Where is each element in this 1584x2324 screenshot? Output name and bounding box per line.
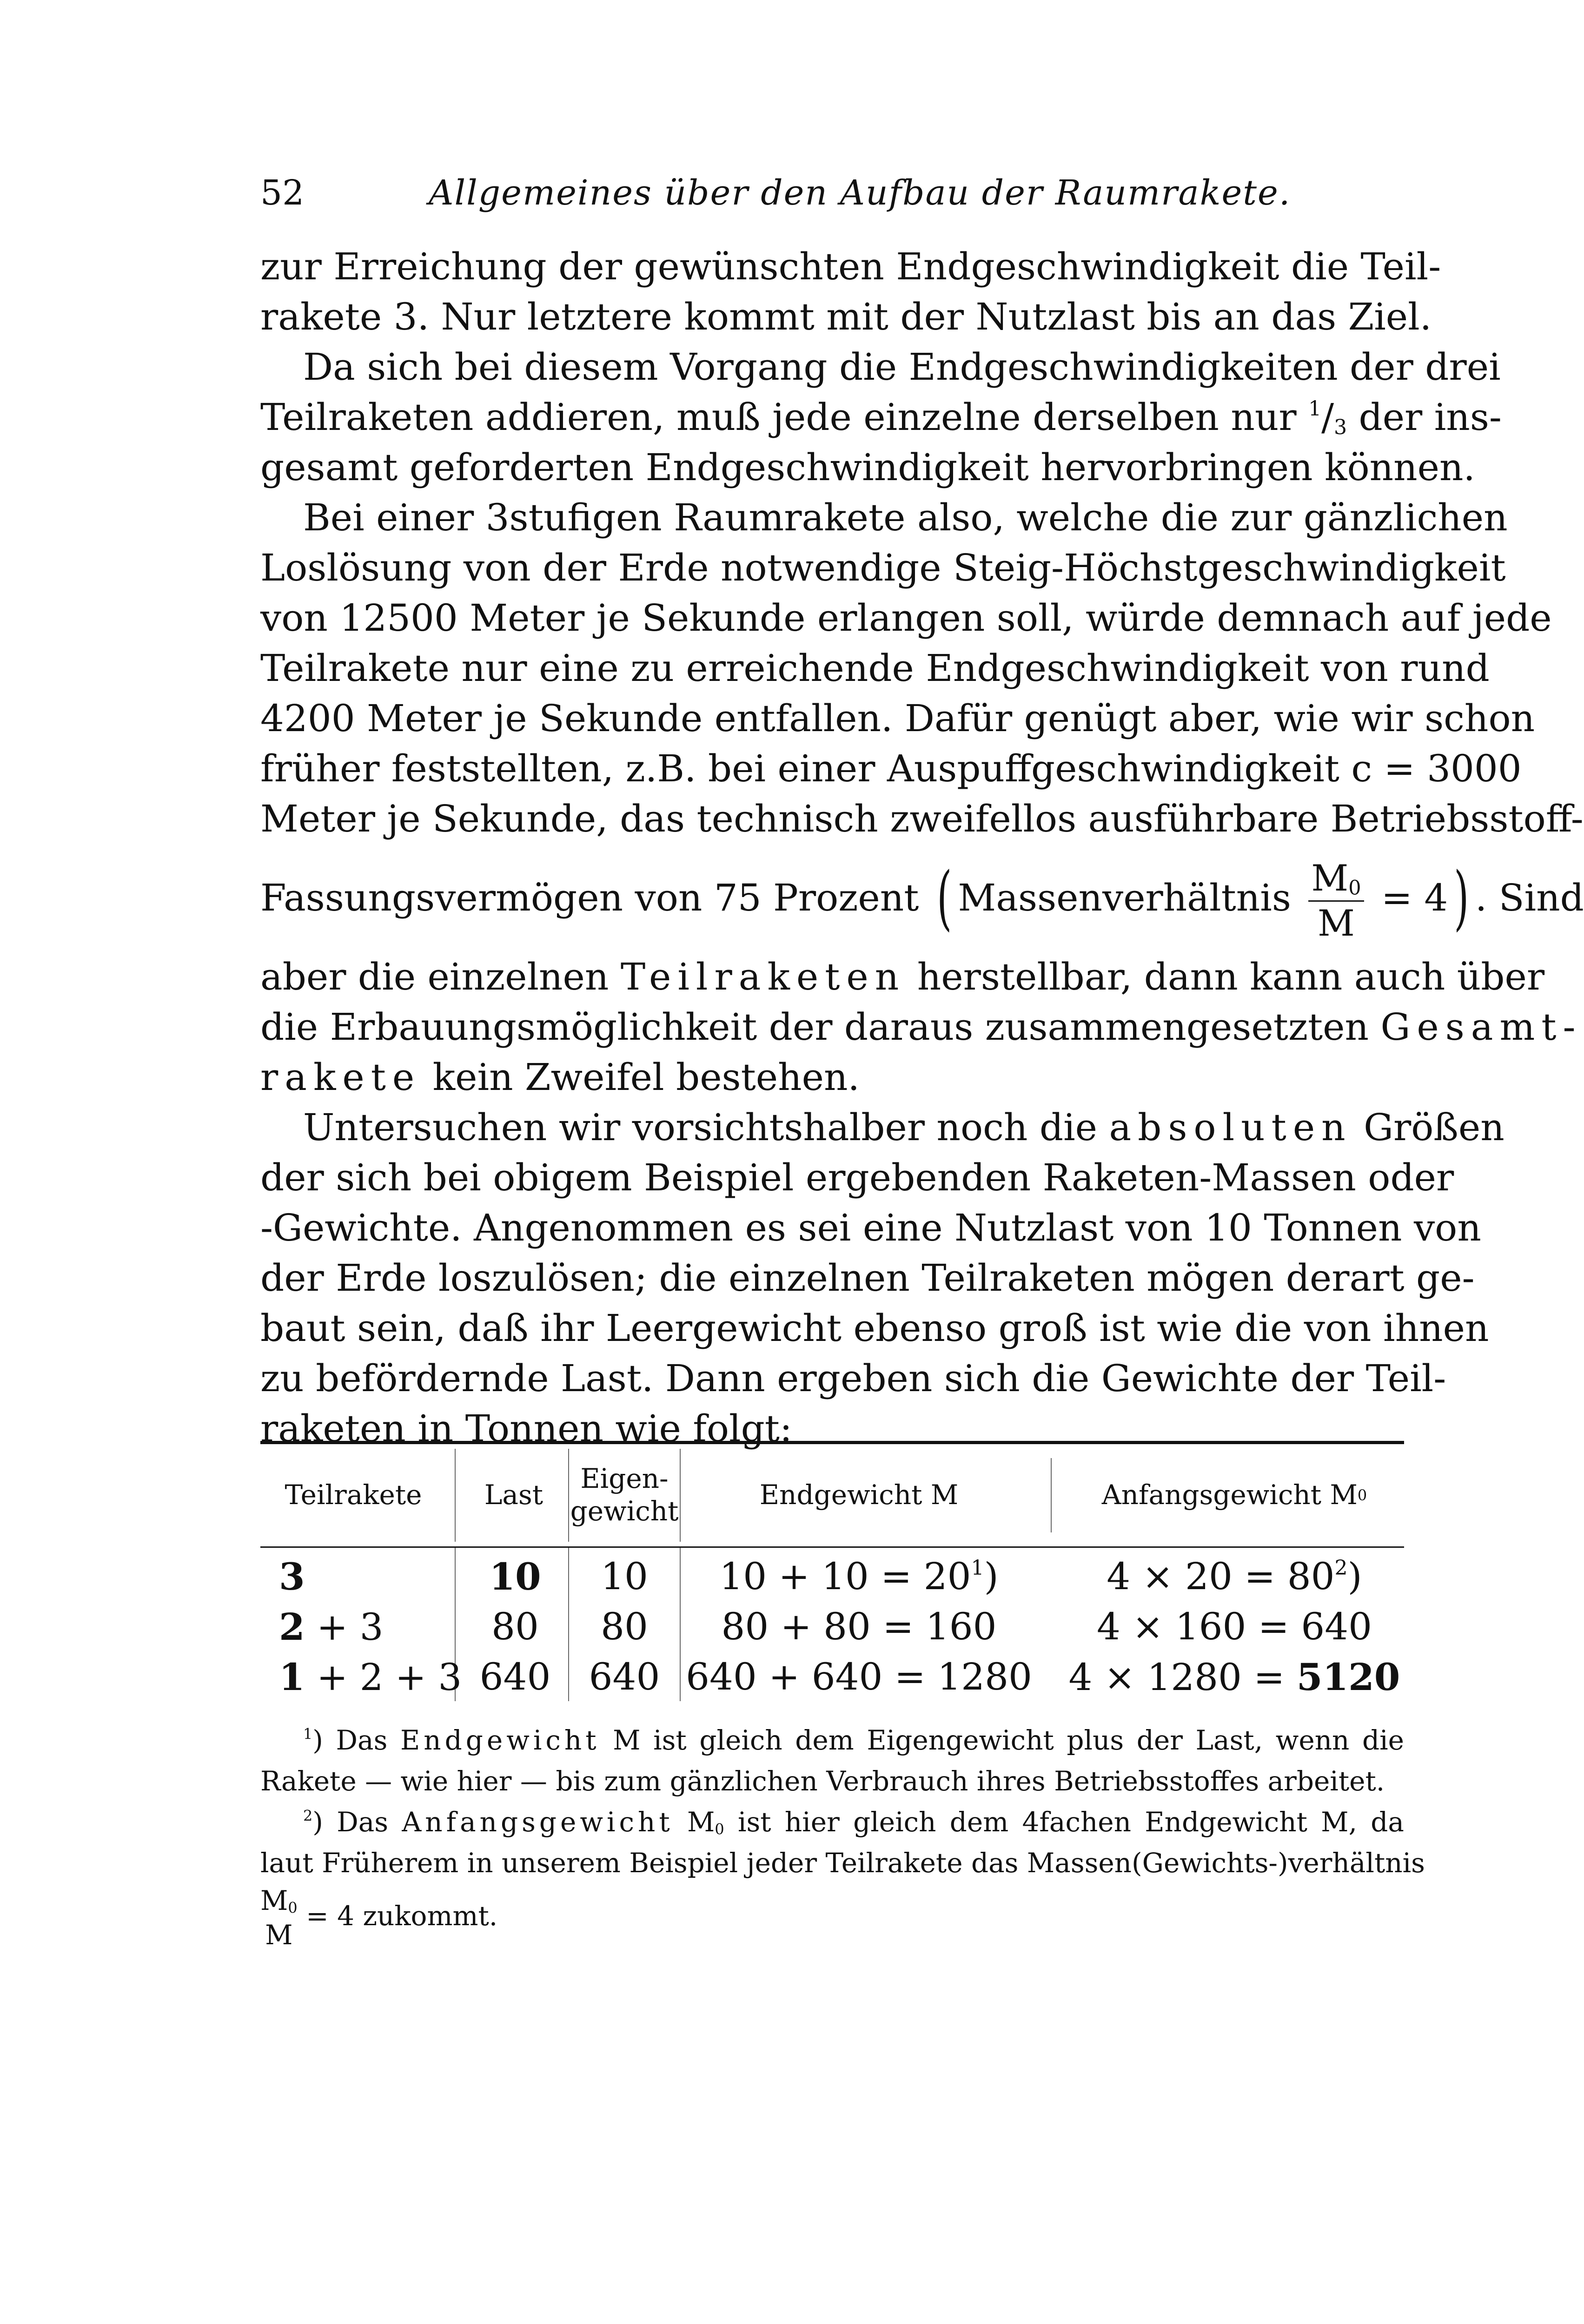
text-line — [260, 1052, 1404, 1103]
spaced-emphasis: Endgewicht — [400, 1724, 600, 1756]
text-line: Teilrakete nur eine zu erreichende Endgeschwindigkeit von rund — [260, 647, 1490, 690]
cell-anfangsgewicht — [1065, 1552, 1404, 1602]
text-line — [260, 1103, 1504, 1153]
text-line — [260, 952, 1545, 1002]
text-fragment: ist hier gleich dem 4fachen Endgewicht M, da — [724, 1806, 1404, 1838]
cell-anfangsgewicht — [1065, 1652, 1404, 1703]
text-line: gesamt geforderten Endgeschwindigkeit hervorbringen können. — [260, 446, 1475, 489]
subscript-zero: 0 — [715, 1820, 724, 1838]
spaced-emphasis: Gesamt- — [1380, 1005, 1582, 1049]
spaced-emphasis: rakete — [260, 1056, 421, 1099]
text-line — [260, 392, 1502, 442]
header-eigen-line2: gewicht — [570, 1495, 679, 1527]
cell-eigengewicht: 10 — [601, 1555, 648, 1598]
table-header — [260, 1444, 1404, 1546]
footnote-1-cont: Rakete — wie hier — bis zum gänzlichen Verbrauch ihres Betriebsstoffes arbeitet. — [260, 1765, 1385, 1797]
table-body — [260, 1548, 1404, 1701]
text-fragment: Massenverhältnis — [958, 876, 1303, 919]
header-endgewicht: Endgewicht M — [759, 1479, 959, 1511]
column-divider — [455, 1449, 456, 1542]
subscript-zero: 0 — [288, 1899, 298, 1917]
fraction-numerator — [260, 1886, 298, 1919]
cell-teilrakete — [279, 1652, 462, 1703]
footnote-paren: ) — [1347, 1555, 1362, 1598]
fraction-numerator — [1308, 857, 1364, 902]
table-top-rule — [260, 1441, 1404, 1444]
table-row — [260, 1552, 1404, 1602]
end-value: 10 + 10 = 20 — [719, 1555, 971, 1598]
page-number: 52 — [260, 173, 305, 213]
subscript-zero: 0 — [1348, 876, 1361, 900]
fraction-denominator: M — [265, 1919, 293, 1951]
text-line: 4200 Meter je Sekunde entfallen. Dafür genügt aber, wie wir schon — [260, 697, 1535, 740]
text-line: Da sich bei diesem Vorgang die Endgeschwindigkeiten der drei — [303, 345, 1501, 389]
cell-last: 640 — [479, 1655, 551, 1698]
cell-last: 10 — [489, 1555, 541, 1598]
weights-table — [260, 1441, 1404, 1701]
cell-endgewicht: 80 + 80 = 160 — [721, 1605, 997, 1648]
cell-anfangsgewicht: 4 × 160 = 640 — [1096, 1605, 1372, 1648]
footnote-mark: 2 — [303, 1807, 313, 1825]
cell-teilrakete — [279, 1602, 383, 1652]
text-line: der sich bei obigem Beispiel ergebenden Raketen-Massen oder — [260, 1156, 1454, 1199]
text-line: der Erde loszulösen; die einzelnen Teilraketen mögen derart ge- — [260, 1256, 1475, 1300]
total-weight: 5120 — [1296, 1655, 1400, 1699]
cell-endgewicht — [683, 1552, 1034, 1602]
text-line: Bei einer 3stufigen Raumrakete also, welche die zur gänzlichen — [303, 496, 1508, 539]
fraction-denominator: M — [1317, 902, 1355, 944]
text-fragment: Größen — [1352, 1106, 1504, 1149]
text-fragment: ) Das — [312, 1724, 400, 1756]
cell-eigengewicht: 80 — [601, 1605, 648, 1648]
text-line: rakete 3. Nur letztere kommt mit der Nutzlast bis an das Ziel. — [260, 295, 1432, 338]
text-fragment: = 4 zukommt. — [297, 1900, 498, 1932]
text-fragment: kein Zweifel bestehen. — [421, 1056, 860, 1099]
text-line: früher feststellten, z.B. bei einer Auspuffgeschwindigkeit c = 3000 — [260, 747, 1522, 790]
mass-ratio-fraction — [260, 1886, 298, 1950]
footnote-2-formula — [260, 1883, 1404, 1951]
table-row — [260, 1602, 1404, 1652]
text-fragment: M ist gleich dem Eigengewicht plus der Last, wenn die — [600, 1724, 1404, 1756]
text-fragment: herstellbar, dann kann auch über — [905, 955, 1545, 998]
start-value: 4 × 20 = 80 — [1107, 1555, 1335, 1598]
text-line: raketen in Tonnen wie folgt: — [260, 1407, 792, 1450]
stage-number: 1 — [279, 1655, 305, 1699]
header-anfang-text: Anfangsgewicht M — [1101, 1479, 1358, 1511]
body-text — [260, 242, 1584, 1454]
stage-sum: + 3 — [305, 1605, 384, 1649]
table-row — [260, 1652, 1404, 1702]
text-fragment: aber die einzelnen — [260, 955, 621, 998]
fraction-slash: / — [1321, 396, 1334, 439]
footnote-paren: ) — [984, 1555, 999, 1598]
text-line: zu befördernde Last. Dann ergeben sich die Gewichte der Teil- — [260, 1357, 1446, 1400]
spaced-emphasis: absoluten — [1109, 1106, 1352, 1149]
cell-teilrakete — [279, 1552, 305, 1602]
mass-ratio-fraction — [1308, 857, 1364, 944]
text-fragment: M — [673, 1806, 715, 1838]
cell-endgewicht: 640 + 640 = 1280 — [686, 1655, 1032, 1698]
column-divider — [568, 1449, 569, 1542]
text-line: Loslösung von der Erde notwendige Steig-Höchstgeschwindigkeit — [260, 546, 1506, 589]
text-line: -Gewichte. Angenommen es sei eine Nutzlast von 10 Tonnen von — [260, 1206, 1481, 1249]
running-title: Allgemeines über den Aufbau der Raumrakete. — [429, 173, 1291, 213]
start-value: 4 × 1280 = — [1068, 1656, 1297, 1699]
footnote-mark: 1 — [303, 1725, 313, 1743]
text-fragment: . Sind — [1475, 876, 1584, 919]
text-line: zur Erreichung der gewünschten Endgeschwindigkeit die Teil- — [260, 245, 1441, 288]
fraction-denominator: 3 — [1334, 415, 1347, 439]
text-line: baut sein, daß ihr Leergewicht ebenso groß ist wie die von ihnen — [260, 1307, 1489, 1350]
stage-number: 2 — [279, 1605, 305, 1649]
footnote-2 — [260, 1802, 1404, 1842]
cell-last: 80 — [491, 1605, 539, 1648]
column-divider — [1051, 1458, 1052, 1532]
header-last: Last — [484, 1479, 543, 1511]
page-header — [260, 165, 1404, 221]
spaced-emphasis: Teilraketen — [620, 955, 906, 998]
text-line-with-formula: Fassungsvermögen von 75 Prozent ( Massenverhältnis $\frac{M_0}{M}$ = 4) . Sind — [260, 857, 1584, 944]
footnotes — [260, 1720, 1425, 1951]
spaced-emphasis: Anfangsgewicht — [402, 1806, 674, 1838]
text-fragment: Teilraketen addieren, muß jede einzelne derselben nur — [260, 396, 1309, 439]
text-line — [260, 1002, 1582, 1052]
header-teilrakete: Teilrakete — [285, 1479, 422, 1511]
fraction-numerator: 1 — [1308, 397, 1322, 421]
stage-sum: + 2 + 3 — [305, 1656, 462, 1699]
cell-eigengewicht: 640 — [589, 1655, 660, 1698]
header-eigen-line1: Eigen- — [580, 1463, 669, 1495]
footnote-marker: 2 — [1334, 1556, 1348, 1580]
stage-number: 3 — [279, 1555, 305, 1598]
text-line: von 12500 Meter je Sekunde erlangen soll, würde demnach auf jede — [260, 596, 1552, 640]
text-fragment: Fassungsvermögen von 75 Prozent — [260, 876, 931, 919]
text-fragment: Untersuchen wir vorsichtshalber noch die — [303, 1106, 1109, 1149]
symbol-m: M — [260, 1885, 288, 1917]
text-fragment: die Erbauungsmöglichkeit der daraus zusammengesetzten — [260, 1005, 1381, 1049]
header-eigengewicht — [571, 1444, 678, 1546]
text-fragment: ) Das — [312, 1806, 402, 1838]
symbol-m: M — [1311, 857, 1349, 899]
text-line: Meter je Sekunde, das technisch zweifellos ausführbare Betriebsstoff- — [260, 797, 1584, 840]
footnote-1 — [260, 1720, 1404, 1761]
text-fragment: = 4 — [1369, 876, 1448, 919]
text-fragment: der ins- — [1347, 396, 1502, 439]
column-divider — [680, 1449, 681, 1542]
footnote-marker: 1 — [971, 1556, 984, 1580]
header-anfangsgewicht: Anfangsgewicht M 0 — [1101, 1479, 1367, 1511]
footnote-2-cont: laut Früherem in unserem Beispiel jeder Teilrakete das Massen(Gewichts-)verhältnis — [260, 1847, 1425, 1879]
